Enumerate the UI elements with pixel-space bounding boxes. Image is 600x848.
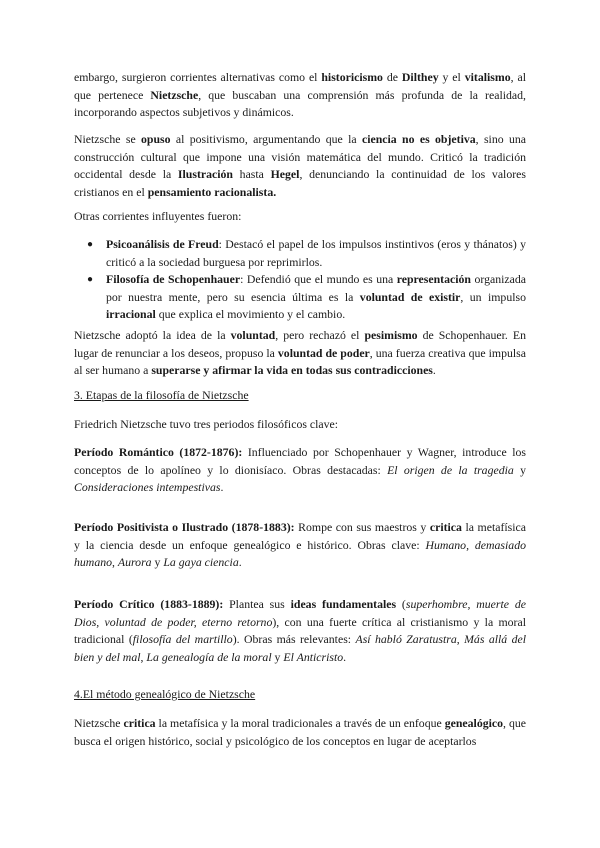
- paragraph-period-positivist: Período Positivista o Ilustrado (1878-1883): Rompe con sus maestros y critica la metafísica y la ciencia desde un enfoque genealógico e histórico. Obras clave: Humano, demasiado humano, Aurora y La gaya ciencia.: [74, 520, 526, 569]
- paragraph-genealogy: Nietzsche critica la metafísica y la moral tradicionales a través de un enfoque genealógico, que busca el origen histórico, social y psicológico de los conceptos en lugar de aceptarlos: [74, 716, 526, 748]
- paragraph-will: Nietzsche adoptó la idea de la voluntad, pero rechazó el pesimismo de Schopenhauer. En lugar de renunciar a los deseos, propuso la voluntad de poder, una fuerza creativa que impulsa al ser humano a superarse y afirmar la vida en todas sus contradicciones.: [74, 328, 527, 377]
- section-heading-stages: 3. Etapas de la filosofía de Nietzsche: [74, 388, 249, 402]
- paragraph-period-critical: Período Crítico (1883-1889): Plantea sus ideas fundamentales (superhombre, muerte de Dios, voluntad de poder, eterno retorno), con una fuerte crítica al cristianismo y la moral tradicional (filosofía del martillo). Obras más relevantes: Así habló Zaratustra, Más allá del bien y del mal, La genealogía de la moral y El Anticristo.: [74, 597, 526, 664]
- section-heading-genealogical-method: 4.El método genealógico de Nietzsche: [74, 687, 256, 701]
- paragraph-historicism: embargo, surgieron corrientes alternativas como el historicismo de Dilthey y el vitalismo, al que pertenece Nietzsche, que buscaban una comprensión más profunda de la realidad, incorporando aspectos subjetivos y dinámicos.: [74, 70, 526, 119]
- bullet-icon: ●: [87, 274, 94, 285]
- paragraph-three-periods: Friedrich Nietzsche tuvo tres periodos filosóficos clave:: [74, 417, 339, 431]
- list-item-freud: ● Psicoanálisis de Freud: Destacó el papel de los impulsos instintivos (eros y thánatos) y criticó a la sociedad burguesa por reprimirlos.: [87, 237, 526, 269]
- paragraph-other-currents: Otras corrientes influyentes fueron:: [74, 209, 242, 223]
- paragraph-period-romantic: Período Romántico (1872-1876): Influenciado por Schopenhauer y Wagner, introduce los conceptos de lo apolíneo y lo dionisíaco. Obras destacadas: El origen de la tragedia y Consideraciones intempestivas.: [74, 445, 526, 494]
- paragraph-opposition: Nietzsche se opuso al positivismo, argumentando que la ciencia no es objetiva, sino una construcción cultural que impone una visión matemática del mundo. Criticó la tradición occidental desde la Ilustración hasta Hegel, denunciando la continuidad de los valores cristianos en el pensamiento racionalista.: [74, 132, 526, 199]
- list-item-schopenhauer: ● Filosofía de Schopenhauer: Defendió que el mundo es una representación organizada por nuestra mente, pero su esencia última es la voluntad de existir, un impulso irracional que explica el movimiento y el cambio.: [87, 272, 526, 321]
- bullet-icon: ●: [87, 239, 94, 250]
- currents-list: [74, 236, 526, 324]
